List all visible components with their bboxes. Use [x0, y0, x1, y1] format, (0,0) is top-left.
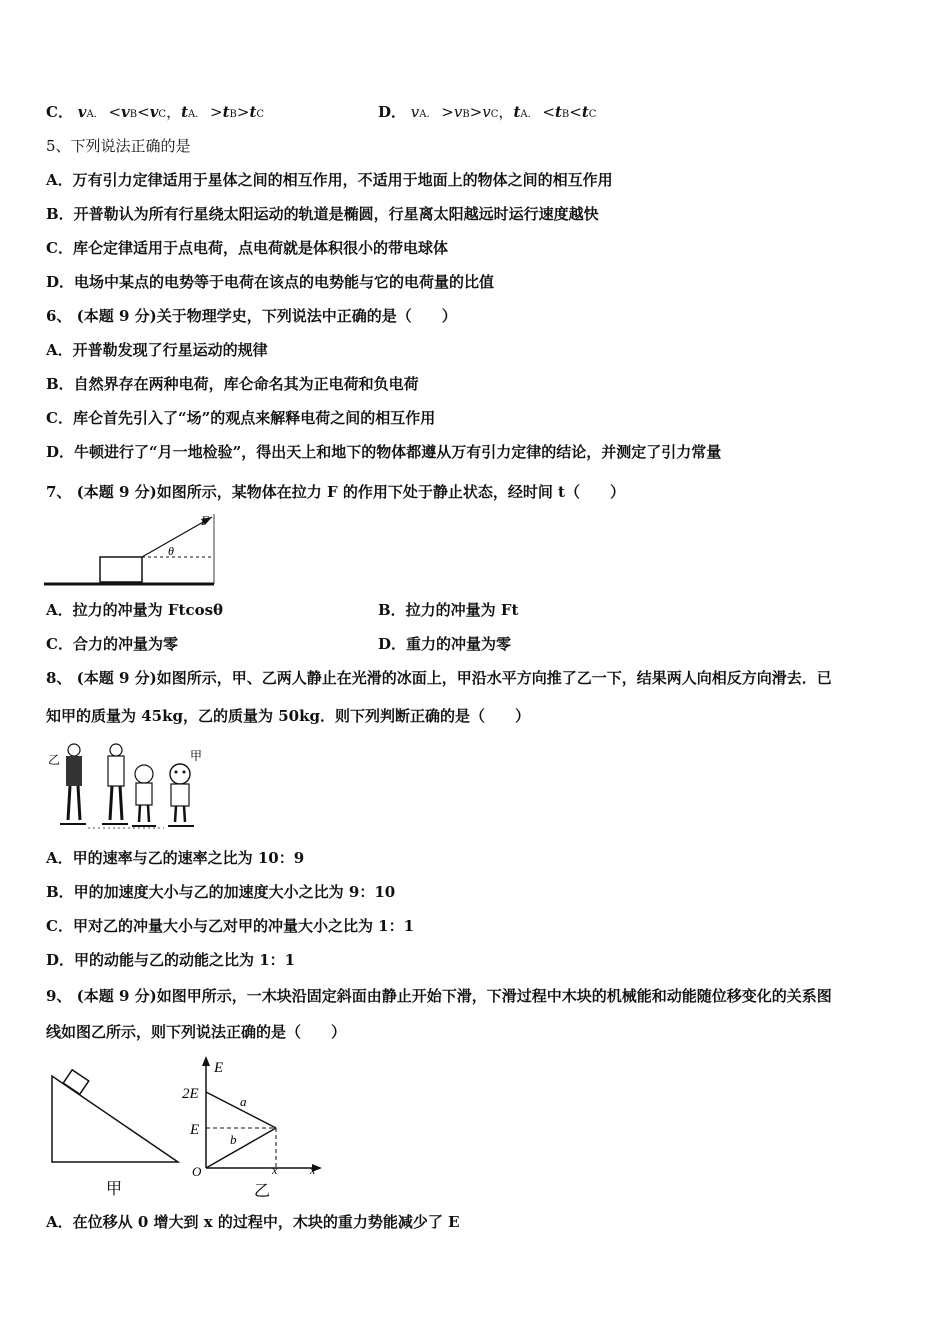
label-jia: 甲 — [106, 1179, 123, 1198]
q5-option-c: C．库仑定律适用于点电荷，点电荷就是体积很小的带电球体 — [46, 239, 448, 257]
label-x-axis: x — [310, 1163, 316, 1177]
q5-option-d: D．电场中某点的电势等于电荷在该点的电势能与它的电荷量的比值 — [46, 273, 495, 291]
label-x-tick: x — [272, 1163, 278, 1177]
label-2E: 2E — [182, 1086, 199, 1102]
q7-option-c: C．合力的冲量为零 — [46, 635, 178, 653]
q9-stem-line2: 线如图乙所示，则下列说法正确的是（ ） — [46, 1023, 347, 1041]
label-b: b — [230, 1132, 237, 1147]
q6-option-c: C．库仑首先引入了“场”的观点来解释电荷之间的相互作用 — [46, 409, 436, 427]
q4-option-d: D． vA． >vB>vC，tA． <tB<tC — [378, 103, 597, 121]
q6-option-d: D．牛顿进行了“月一地检验”，得出天上和地下的物体都遵从万有引力定律的结论，并测定了引力常量 — [46, 443, 722, 461]
q8-option-a: A．甲的速率与乙的速率之比为 10：9 — [46, 849, 305, 867]
q5-option-b: B．开普勒认为所有行星绕太阳运动的轨道是椭圆，行星离太阳越远时运行速度越快 — [46, 205, 599, 223]
q7-option-d: D．重力的冲量为零 — [378, 635, 512, 653]
label-yi: 乙 — [48, 753, 61, 767]
label-O: O — [192, 1164, 202, 1179]
q5-option-a: A．万有引力定律适用于星体之间的相互作用，不适用于地面上的物体之间的相互作用 — [46, 171, 613, 189]
line-b — [206, 1128, 276, 1168]
label-E-mid: E — [190, 1122, 200, 1138]
q7-option-b: B．拉力的冲量为 Ft — [378, 601, 519, 619]
q8-figure-skaters — [44, 738, 214, 834]
incline-block — [63, 1070, 89, 1094]
y-arrow-icon — [202, 1056, 210, 1066]
label-jia: 甲 — [190, 749, 203, 763]
q7-option-a: A．拉力的冲量为 Ftcosθ — [46, 601, 224, 619]
q7-figure-block-on-floor — [44, 510, 224, 590]
q7-stem: 7、 (本题 9 分)如图所示，某物体在拉力 F 的作用下处于静止状态，经时间 t（ ） — [46, 483, 625, 501]
q5-stem: 5、下列说法正确的是 — [46, 137, 191, 155]
q8-stem-line2: 知甲的质量为 45kg，乙的质量为 50kg．则下列判断正确的是（ ） — [46, 707, 530, 725]
label-theta: θ — [168, 544, 174, 558]
q8-stem-line1: 8、 (本题 9 分)如图所示，甲、乙两人静止在光滑的冰面上，甲沿水平方向推了乙一下，结果两人向相反方向滑去．已 — [46, 669, 832, 687]
q9-figure — [44, 1052, 334, 1202]
label-yi: 乙 — [254, 1181, 271, 1200]
q6-stem: 6、 (本题 9 分)关于物理学史，下列说法中正确的是（ ） — [46, 307, 457, 325]
q6-option-a: A．开普勒发现了行星运动的规律 — [46, 341, 268, 359]
q8-option-c: C．甲对乙的冲量大小与乙对甲的冲量大小之比为 1：1 — [46, 917, 415, 935]
q9-stem-line1: 9、 (本题 9 分)如图甲所示，一木块沿固定斜面由静止开始下滑，下滑过程中木块的机械能和动能随位移变化的关系图 — [46, 987, 832, 1005]
q9-option-a: A．在位移从 0 增大到 x 的过程中，木块的重力势能减少了 E — [46, 1213, 460, 1231]
q8-option-b: B．甲的加速度大小与乙的加速度大小之比为 9：10 — [46, 883, 396, 901]
q6-option-b: B．自然界存在两种电荷，库仑命名其为正电荷和负电荷 — [46, 375, 419, 393]
label-F: F — [201, 513, 209, 528]
block — [100, 557, 142, 582]
label-a: a — [240, 1094, 247, 1109]
q4-option-c: C． vA． <vB<vC，tA． >tB>tC — [46, 103, 265, 121]
q8-option-d: D．甲的动能与乙的动能之比为 1：1 — [46, 951, 296, 969]
label-E-axis: E — [214, 1060, 224, 1076]
